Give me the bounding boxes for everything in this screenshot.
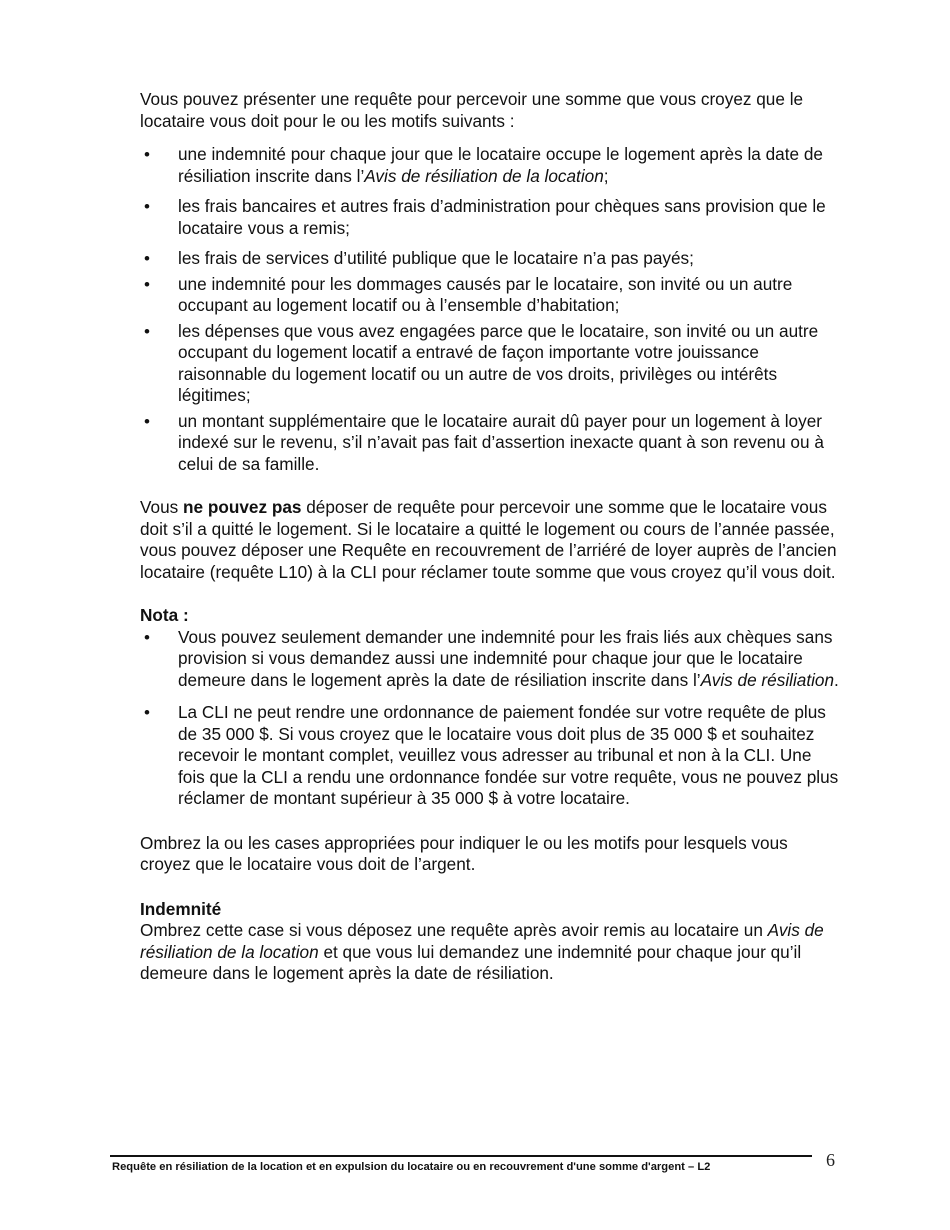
- list-item: • les dépenses que vous avez engagées parce que le locataire, son invité ou un autre occupant du logement locatif a entravé de façon importante votre jouissance raisonnable du logement locatif ou un autre de vos droits, privilèges ou intérêts légitimes;: [144, 320, 819, 405]
- bullet-icon: •: [144, 703, 150, 722]
- nota-list: [140, 627, 840, 810]
- bullet-icon: •: [144, 145, 150, 164]
- footer-title: Requête en résiliation de la location et en expulsion du locataire ou en recouvrement d'une somme d'argent – L2: [112, 1161, 711, 1173]
- list-item: • Vous pouvez seulement demander une indemnité pour les frais liés aux chèques sans provision si vous demandez aussi une indemnité pour chaque jour que le locataire demeure dans le logement après la date de résiliation inscrite dans l’Avis de résiliation.: [144, 626, 839, 690]
- bullet-icon: •: [144, 627, 150, 647]
- list-item: • La CLI ne peut rendre une ordonnance de paiement fondée sur votre requête de plus de 35 000 $. Si vous croyez que le locataire vous doit plus de 35 000 $ et souhaitez recevoir le montant complet, veuillez vous adresser au tribunal et non à la CLI. Une fois que la CLI a rendu une ordonnance fondée sur votre requête, vous ne pouvez plus réclamer de montant supérieur à 35 000 $ à votre locataire.: [144, 702, 839, 808]
- footer-divider: [110, 1155, 812, 1157]
- bullet-icon: •: [144, 249, 150, 268]
- list-item: • une indemnité pour chaque jour que le locataire occupe le logement après la date de résiliation inscrite dans l’Avis de résiliation de la location;: [144, 144, 823, 186]
- bullet-icon: •: [144, 411, 150, 431]
- bullet-icon: •: [144, 321, 150, 341]
- nota-heading: Nota :: [140, 605, 189, 625]
- cannot-file-paragraph: Vous ne pouvez pas déposer de requête pour percevoir une somme que le locataire vous doit s’il a quitté le logement. Si le locataire a quitté le logement ou cours de l’année passée, vous pouvez déposer une Requête en recouvrement de l’arriéré de loyer auprès de l’ancien locataire (requête L10) à la CLI pour réclamer toute somme que vous croyez qu’il vous doit.: [140, 497, 837, 582]
- document-body: [140, 89, 840, 985]
- indemnite-paragraph: Ombrez cette case si vous déposez une requête après avoir remis au locataire un Avis de résiliation de la location et que vous lui demandez une indemnité pour chaque jour qu’il demeure dans le logement après la date de résiliation.: [140, 920, 824, 983]
- list-item: • les frais de services d’utilité publique que le locataire n’a pas payés;: [144, 248, 694, 268]
- page-number: 6: [826, 1150, 835, 1170]
- list-item: • une indemnité pour les dommages causés par le locataire, son invité ou un autre occupant au logement locatif ou à l’ensemble d’habitation;: [144, 273, 793, 315]
- intro-paragraph: Vous pouvez présenter une requête pour percevoir une somme que vous croyez que le locataire vous doit pour le ou les motifs suivants :: [140, 89, 804, 131]
- list-item: • les frais bancaires et autres frais d’administration pour chèques sans provision que le locataire vous a remis;: [144, 196, 826, 238]
- shade-instructions: Ombrez la ou les cases appropriées pour indiquer le ou les motifs pour lesquels vous croyez que le locataire vous doit de l’argent.: [140, 832, 788, 874]
- bullet-icon: •: [144, 197, 150, 216]
- indemnite-heading: Indemnité: [140, 898, 222, 919]
- list-item: • un montant supplémentaire que le locataire aurait dû payer pour un logement à loyer indexé sur le revenu, s’il n’avait pas fait d’assertion inexacte quant à son revenu ou à celui de sa famille.: [144, 410, 824, 474]
- reasons-list: [140, 144, 840, 475]
- bullet-icon: •: [144, 274, 150, 294]
